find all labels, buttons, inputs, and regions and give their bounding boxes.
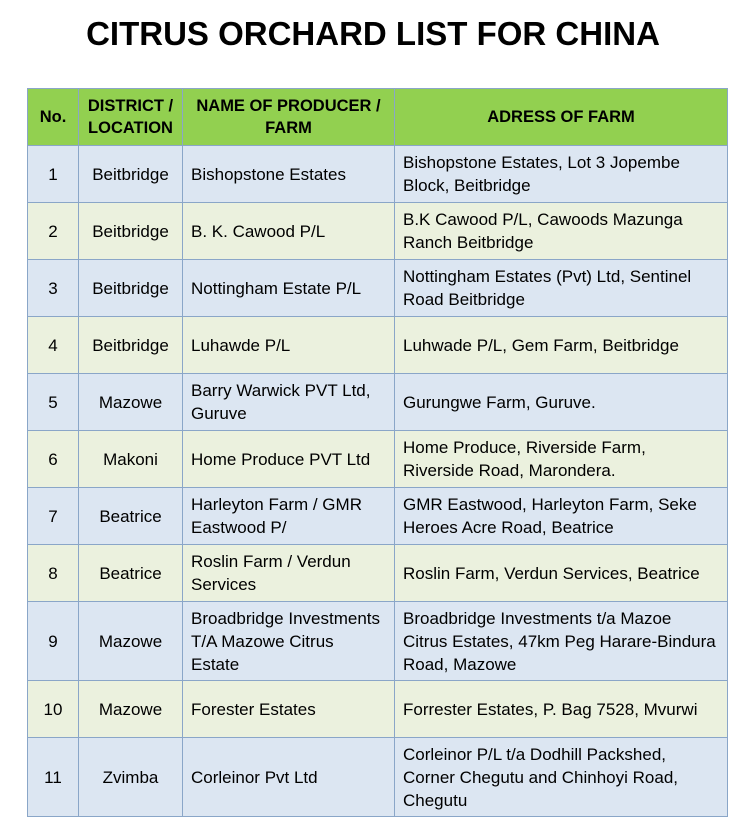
cell-no: 5 — [28, 374, 79, 431]
cell-address: Roslin Farm, Verdun Services, Beatrice — [395, 545, 728, 602]
cell-no: 1 — [28, 146, 79, 203]
table-header-row — [28, 89, 728, 146]
cell-no: 6 — [28, 431, 79, 488]
cell-producer-name: Forester Estates — [183, 681, 395, 738]
cell-producer-name: Nottingham Estate P/L — [183, 260, 395, 317]
cell-address: Broadbridge Investments t/a Mazoe Citrus Estates, 47km Peg Harare-Bindura Road, Mazowe — [395, 602, 728, 681]
cell-address: Forrester Estates, P. Bag 7528, Mvurwi — [395, 681, 728, 738]
cell-producer-name: Harleyton Farm / GMR Eastwood P/ — [183, 488, 395, 545]
header-address: ADRESS OF FARM — [395, 89, 728, 146]
cell-district: Beitbridge — [79, 203, 183, 260]
table-row — [28, 260, 728, 317]
cell-no: 11 — [28, 738, 79, 817]
cell-producer-name: Bishopstone Estates — [183, 146, 395, 203]
table-row — [28, 317, 728, 374]
cell-no: 9 — [28, 602, 79, 681]
header-district: DISTRICT / LOCATION — [79, 89, 183, 146]
cell-producer-name: B. K. Cawood P/L — [183, 203, 395, 260]
cell-no: 2 — [28, 203, 79, 260]
table-row — [28, 488, 728, 545]
cell-producer-name: Barry Warwick PVT Ltd, Guruve — [183, 374, 395, 431]
table-row — [28, 738, 728, 817]
orchard-table — [27, 88, 728, 817]
table-row — [28, 431, 728, 488]
header-no: No. — [28, 89, 79, 146]
cell-address: GMR Eastwood, Harleyton Farm, Seke Heroes Acre Road, Beatrice — [395, 488, 728, 545]
cell-producer-name: Corleinor Pvt Ltd — [183, 738, 395, 817]
cell-no: 10 — [28, 681, 79, 738]
cell-producer-name: Broadbridge Investments T/A Mazowe Citrus Estate — [183, 602, 395, 681]
header-producer-name: NAME OF PRODUCER / FARM — [183, 89, 395, 146]
cell-address: Bishopstone Estates, Lot 3 Jopembe Block, Beitbridge — [395, 146, 728, 203]
table-row — [28, 203, 728, 260]
cell-no: 4 — [28, 317, 79, 374]
cell-address: Home Produce, Riverside Farm, Riverside Road, Marondera. — [395, 431, 728, 488]
cell-no: 3 — [28, 260, 79, 317]
cell-producer-name: Luhawde P/L — [183, 317, 395, 374]
cell-no: 7 — [28, 488, 79, 545]
cell-district: Mazowe — [79, 602, 183, 681]
page-title: CITRUS ORCHARD LIST FOR CHINA — [86, 15, 660, 52]
cell-district: Makoni — [79, 431, 183, 488]
cell-address: Luhwade P/L, Gem Farm, Beitbridge — [395, 317, 728, 374]
cell-address: Corleinor P/L t/a Dodhill Packshed, Corner Chegutu and Chinhoyi Road, Chegutu — [395, 738, 728, 817]
cell-producer-name: Roslin Farm / Verdun Services — [183, 545, 395, 602]
cell-district: Beitbridge — [79, 317, 183, 374]
table-body — [28, 146, 728, 817]
table-row — [28, 602, 728, 681]
table-row — [28, 374, 728, 431]
table-row — [28, 146, 728, 203]
cell-district: Beitbridge — [79, 260, 183, 317]
cell-no: 8 — [28, 545, 79, 602]
cell-district: Beitbridge — [79, 146, 183, 203]
cell-address: Nottingham Estates (Pvt) Ltd, Sentinel Road Beitbridge — [395, 260, 728, 317]
cell-producer-name: Home Produce PVT Ltd — [183, 431, 395, 488]
cell-district: Mazowe — [79, 374, 183, 431]
table-row — [28, 545, 728, 602]
cell-district: Mazowe — [79, 681, 183, 738]
cell-address: Gurungwe Farm, Guruve. — [395, 374, 728, 431]
cell-district: Beatrice — [79, 488, 183, 545]
cell-district: Zvimba — [79, 738, 183, 817]
cell-district: Beatrice — [79, 545, 183, 602]
cell-address: B.K Cawood P/L, Cawoods Mazunga Ranch Beitbridge — [395, 203, 728, 260]
table-row — [28, 681, 728, 738]
